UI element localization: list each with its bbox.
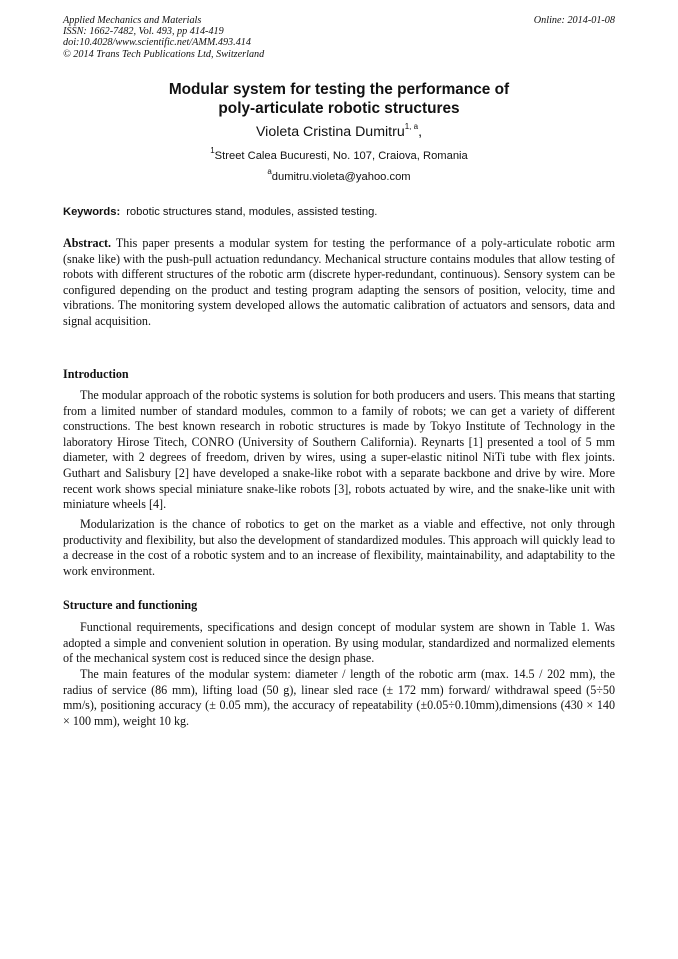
title-line-2: poly-articulate robotic structures (218, 100, 460, 117)
keywords (63, 205, 615, 219)
introduction-paragraph-1: The modular approach of the robotic systems is solution for both producers and users. This means that starting from a limited number of standard modules, common to a family of robots; we can get a variety of different constructions. The best known research in robotic structures is made by Tokyo Institute of Technology in the laboratory Hirose Titech, CONRO (University of Southern California). Reynarts [1] presented a tool of 5 mm diameter, with 2 degrees of freedom, driven by wires, using a super-elastic nitinol NiTi tube with flex joints. Guthart and Salisbury [2] have developed a snake-like robot with a separate backbone and drive by wire. More recent work shows special miniature snake-like robots [3], robots actuated by wire, and the snake-like unit with miniature wheels [4]. (63, 388, 615, 512)
title-line-1: Modular system for testing the performance of (168, 81, 510, 98)
abstract-text: This paper presents a modular system for testing the performance of a poly-articulate robotic arm (snake like) with the push-pull actuation redundancy. Mechanical structure contains modules that allow testing of robots with different structures of the robotic arm (discrete hyper-redundant, continuous). Sensory system can be configured depending on the product and testing program adapting the sensors of position, velocity, time and vibrations. The monitoring system developed allows the automatic calibration of actuators and sensors, data and signal acquisition. (63, 236, 615, 328)
abstract (63, 236, 615, 330)
affiliation-address: Street Calea Bucuresti, No. 107, Craiova, Romania (214, 150, 468, 162)
author-affiliation-marker: 1, a (404, 122, 419, 132)
paper-title (63, 80, 615, 118)
journal-name: Applied Mechanics and Materials (63, 15, 202, 26)
author-name: Violeta Cristina Dumitru (255, 124, 405, 140)
author-email (63, 167, 615, 184)
abstract-label: Abstract. (63, 236, 112, 250)
author-line (63, 123, 615, 141)
keywords-label: Keywords: (63, 206, 121, 218)
affiliation (63, 146, 615, 163)
journal-doi: doi:10.4028/www.scientific.net/AMM.493.414 (63, 37, 251, 49)
introduction-paragraph-2: Modularization is the chance of robotics to get on the market as a viable and effective, not only through productivity and flexibility, but also the development of standardized modules. This approach will quickly lead to a decrease in the cost of a robotic system and to an increase of flexibility, maintainability, and adaptability to the work environment. (63, 517, 615, 578)
structure-paragraph-1: Functional requirements, specifications and design concept of modular system are shown in Table 1. Was adopted a simple and convenient solution in operation. By using modular, standardized and normalized elements of the mechanical system cost is reduced since the design phase. (63, 620, 615, 666)
structure-paragraph-2: The main features of the modular system: diameter / length of the robotic arm (max. 14.5 / 202 mm), the radius of service (86 mm), lifting load (50 g), linear sled race (± 172 mm) forward/ withdrawal speed (5÷50 mm/s), positioning accuracy (± 0.05 mm), the accuracy of repeatability (±0.05÷0.10mm),dimensions (430 × 140 × 100 mm), weight 10 kg. (63, 667, 615, 728)
structure-heading: Structure and functioning (63, 598, 198, 612)
email-address[interactable]: dumitru.violeta@yahoo.com (271, 171, 411, 183)
affiliation-marker: 1 (210, 146, 215, 156)
journal-copyright: © 2014 Trans Tech Publications Ltd, Switzerland (63, 48, 265, 60)
author-trailing-comma: , (418, 124, 423, 140)
email-marker: a (267, 167, 272, 177)
online-date: Online: 2014-01-08 (533, 15, 615, 26)
introduction-heading: Introduction (63, 367, 129, 381)
journal-info (63, 15, 264, 60)
keywords-text: robotic structures stand, modules, assisted testing. (126, 206, 378, 218)
journal-issn: ISSN: 1662-7482, Vol. 493, pp 414-419 (63, 26, 224, 38)
